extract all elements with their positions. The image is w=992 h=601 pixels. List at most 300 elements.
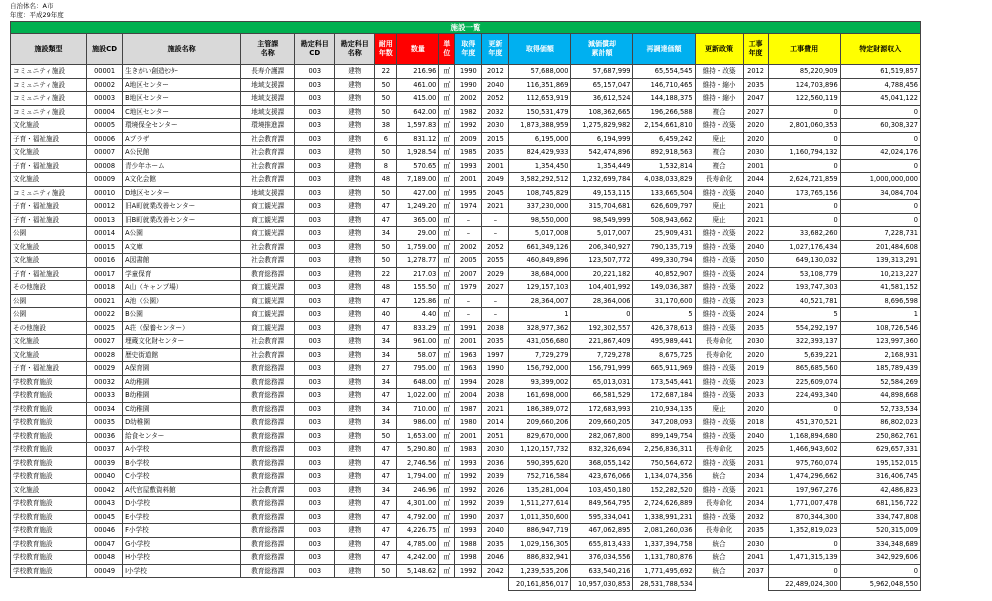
cell-useful-life: 47 [375,213,397,227]
cell-specific-revenue: 52,733,534 [840,402,920,416]
cell-name: A図書館 [123,254,241,268]
cell-account-cd: 003 [295,78,335,92]
cell-type: 学校教育施設 [11,389,87,403]
total-depreciation: 10,957,030,853 [571,578,633,591]
cell-renew-year: 2052 [482,240,509,254]
cell-name: A幼稚園 [123,375,241,389]
cell-depreciation: 832,326,694 [571,443,633,457]
cell-acq-year: 1993 [455,524,482,538]
totals-row [11,578,921,591]
cell-dept: 社会教育課 [241,132,295,146]
cell-specific-revenue: 1,000,000,000 [840,173,920,187]
cell-policy: 廃止 [695,200,743,214]
cell-depreciation: 98,549,999 [571,213,633,227]
cell-policy: 維持・改築 [695,456,743,470]
cell-policy: 維持・縮小 [695,92,743,106]
cell-specific-revenue: 0 [840,564,920,578]
col-header-replacement: 再調達価額 [633,34,695,65]
cell-name: 旧B町就業改善センター [123,213,241,227]
cell-cd: 00007 [87,146,123,160]
cell-quantity: 4,785.00 [397,537,439,551]
cell-renew-year: 1990 [482,362,509,376]
cell-unit: ㎡ [439,254,455,268]
cell-depreciation: 282,067,800 [571,429,633,443]
cell-dept: 商工観光課 [241,213,295,227]
cell-account-cd: 003 [295,92,335,106]
cell-type: 公園 [11,227,87,241]
cell-renew-year: 2049 [482,173,509,187]
cell-unit: ㎡ [439,294,455,308]
cell-specific-revenue: 0 [840,159,920,173]
cell-work-year: 2023 [743,375,768,389]
cell-renew-year: 2027 [482,281,509,295]
cell-dept: 教育総務課 [241,443,295,457]
cell-renew-year: 2038 [482,389,509,403]
cell-renew-year: – [482,294,509,308]
cell-specific-revenue: 0 [840,132,920,146]
cell-depreciation: 633,540,216 [571,564,633,578]
cell-account-cd: 003 [295,119,335,133]
cell-acq-year: 2001 [455,173,482,187]
cell-work-cost: 53,108,779 [768,267,840,281]
cell-dept: 教育総務課 [241,497,295,511]
table-row [11,362,921,376]
cell-specific-revenue: 0 [840,105,920,119]
cell-account-name: 建物 [335,294,375,308]
cell-renew-year: 2035 [482,335,509,349]
cell-quantity: 795.00 [397,362,439,376]
cell-unit: ㎡ [439,213,455,227]
cell-useful-life: 47 [375,551,397,565]
cell-name: A文庫 [123,240,241,254]
cell-type: 学校教育施設 [11,456,87,470]
cell-work-year: 2020 [743,119,768,133]
cell-depreciation: 368,055,142 [571,456,633,470]
cell-work-year: 2022 [743,281,768,295]
cell-unit: ㎡ [439,308,455,322]
table-row [11,510,921,524]
cell-account-name: 建物 [335,375,375,389]
cell-work-cost: 5,639,221 [768,348,840,362]
cell-acq-value: 1,511,277,614 [509,497,571,511]
cell-acq-year: 2009 [455,132,482,146]
cell-acq-value: 886,947,719 [509,524,571,538]
cell-useful-life: 50 [375,564,397,578]
cell-depreciation: 595,334,041 [571,510,633,524]
cell-depreciation: 57,687,999 [571,65,633,79]
col-header-work-cost: 工事費用 [768,34,840,65]
cell-quantity: 1,794.00 [397,470,439,484]
cell-policy: 長寿命化 [695,335,743,349]
cell-unit: ㎡ [439,348,455,362]
cell-account-name: 建物 [335,65,375,79]
cell-specific-revenue: 681,156,722 [840,497,920,511]
cell-work-cost: 225,609,074 [768,375,840,389]
cell-name: 埋蔵文化財センター [123,335,241,349]
cell-name: B幼稚園 [123,389,241,403]
cell-depreciation: 28,364,006 [571,294,633,308]
cell-cd: 00040 [87,470,123,484]
cell-dept: 教育総務課 [241,375,295,389]
cell-quantity: 570.65 [397,159,439,173]
cell-type: 学校教育施設 [11,537,87,551]
cell-policy: 長寿命化 [695,348,743,362]
cell-renew-year: 2040 [482,78,509,92]
cell-acq-value: 337,230,000 [509,200,571,214]
cell-depreciation: 221,867,409 [571,335,633,349]
cell-work-cost: 1,027,176,434 [768,240,840,254]
cell-account-name: 建物 [335,92,375,106]
cell-replacement: 626,609,797 [633,200,695,214]
table-row [11,375,921,389]
cell-acq-value: 5,017,008 [509,227,571,241]
cell-specific-revenue: 44,898,668 [840,389,920,403]
cell-account-name: 建物 [335,335,375,349]
cell-work-year: 2040 [743,429,768,443]
cell-account-name: 建物 [335,443,375,457]
cell-specific-revenue: 185,789,439 [840,362,920,376]
cell-useful-life: 34 [375,483,397,497]
cell-depreciation: 206,340,927 [571,240,633,254]
cell-replacement: 1,771,495,692 [633,564,695,578]
cell-unit: ㎡ [439,65,455,79]
table-body [11,65,921,578]
col-header-type: 施設類型 [11,34,87,65]
cell-acq-year: – [455,308,482,322]
cell-work-cost: 649,130,032 [768,254,840,268]
cell-unit: ㎡ [439,227,455,241]
cell-renew-year: 2029 [482,267,509,281]
cell-acq-value: 112,653,919 [509,92,571,106]
cell-type: 学校教育施設 [11,510,87,524]
cell-account-name: 建物 [335,132,375,146]
cell-unit: ㎡ [439,551,455,565]
cell-specific-revenue: 201,484,608 [840,240,920,254]
cell-useful-life: 34 [375,227,397,241]
totals-spacer-2 [695,578,768,591]
cell-specific-revenue: 8,696,598 [840,294,920,308]
cell-dept: 商工観光課 [241,227,295,241]
cell-policy: 統合 [695,551,743,565]
cell-depreciation: 20,221,182 [571,267,633,281]
cell-work-year: 2030 [743,537,768,551]
cell-specific-revenue: 123,997,360 [840,335,920,349]
cell-useful-life: 50 [375,105,397,119]
cell-name: A地区センター [123,78,241,92]
table-row [11,213,921,227]
cell-name: D幼稚園 [123,416,241,430]
cell-acq-year: 1963 [455,348,482,362]
cell-unit: ㎡ [439,483,455,497]
cell-name: A山（キャンプ場） [123,281,241,295]
col-header-policy: 更新政策 [695,34,743,65]
cell-policy: 維持・改築 [695,254,743,268]
cell-cd: 00022 [87,308,123,322]
cell-account-cd: 003 [295,497,335,511]
cell-account-name: 建物 [335,186,375,200]
cell-name: B地区センター [123,92,241,106]
cell-type: 子育・福祉施設 [11,362,87,376]
cell-name: A池（公園） [123,294,241,308]
cell-replacement: 25,909,431 [633,227,695,241]
cell-acq-value: 829,670,000 [509,429,571,443]
cell-account-name: 建物 [335,78,375,92]
cell-policy: 統合 [695,537,743,551]
cell-specific-revenue: 60,308,327 [840,119,920,133]
cell-cd: 00045 [87,510,123,524]
cell-depreciation: 376,034,556 [571,551,633,565]
cell-replacement: 426,378,613 [633,321,695,335]
cell-renew-year: 2030 [482,119,509,133]
cell-type: 子育・福祉施設 [11,159,87,173]
cell-dept: 地域支援課 [241,92,295,106]
cell-work-cost: 0 [768,537,840,551]
cell-depreciation: 103,450,180 [571,483,633,497]
cell-useful-life: 50 [375,146,397,160]
cell-replacement: 6,459,242 [633,132,695,146]
cell-cd: 00008 [87,159,123,173]
cell-quantity: 1,249.20 [397,200,439,214]
cell-quantity: 217.03 [397,267,439,281]
cell-cd: 00016 [87,254,123,268]
cell-work-year: 2024 [743,308,768,322]
cell-renew-year: 2045 [482,186,509,200]
cell-acq-value: 98,550,000 [509,213,571,227]
table-row [11,483,921,497]
cell-cd: 00009 [87,173,123,187]
cell-work-year: 2035 [743,321,768,335]
cell-specific-revenue: 520,315,009 [840,524,920,538]
cell-useful-life: 27 [375,362,397,376]
cell-dept: 教育総務課 [241,537,295,551]
cell-work-year: 2037 [743,564,768,578]
cell-work-cost: 122,560,119 [768,92,840,106]
cell-name: A代官屋敷資料館 [123,483,241,497]
cell-specific-revenue: 334,747,808 [840,510,920,524]
cell-specific-revenue: 7,228,731 [840,227,920,241]
cell-work-cost: 2,624,721,859 [768,173,840,187]
cell-specific-revenue: 108,726,546 [840,321,920,335]
cell-account-name: 建物 [335,146,375,160]
cell-acq-value: 1,011,350,600 [509,510,571,524]
cell-name: 学童保育 [123,267,241,281]
cell-name: F小学校 [123,524,241,538]
cell-depreciation: 6,194,999 [571,132,633,146]
cell-acq-year: – [455,213,482,227]
cell-useful-life: 34 [375,335,397,349]
table-title: 施設一覧 [11,22,921,34]
cell-replacement: 347,208,093 [633,416,695,430]
cell-account-name: 建物 [335,551,375,565]
cell-work-cost: 0 [768,159,840,173]
cell-cd: 00035 [87,416,123,430]
cell-account-cd: 003 [295,227,335,241]
cell-dept: 商工観光課 [241,281,295,295]
cell-type: 子育・福祉施設 [11,200,87,214]
cell-useful-life: 50 [375,186,397,200]
cell-policy: 統合 [695,564,743,578]
cell-name: B小学校 [123,456,241,470]
cell-quantity: 961.00 [397,335,439,349]
cell-acq-year: – [455,227,482,241]
cell-account-cd: 003 [295,551,335,565]
cell-unit: ㎡ [439,510,455,524]
cell-dept: 商工観光課 [241,308,295,322]
cell-account-name: 建物 [335,227,375,241]
cell-policy: 長寿命化 [695,173,743,187]
cell-acq-year: 1990 [455,510,482,524]
cell-unit: ㎡ [439,146,455,160]
cell-useful-life: 47 [375,510,397,524]
cell-type: 学校教育施設 [11,551,87,565]
cell-cd: 00042 [87,483,123,497]
cell-quantity: 4,242.00 [397,551,439,565]
cell-work-year: 2021 [743,213,768,227]
cell-quantity: 642.00 [397,105,439,119]
table-row [11,92,921,106]
cell-account-cd: 003 [295,281,335,295]
cell-work-cost: 1,352,819,023 [768,524,840,538]
cell-replacement: 146,710,465 [633,78,695,92]
cell-account-name: 建物 [335,416,375,430]
cell-acq-year: 2004 [455,389,482,403]
cell-work-year: 2040 [743,240,768,254]
cell-renew-year: 2021 [482,200,509,214]
cell-specific-revenue: 2,168,931 [840,348,920,362]
cell-acq-value: 3,582,292,512 [509,173,571,187]
cell-account-cd: 003 [295,348,335,362]
table-row [11,146,921,160]
totals-spacer [11,578,509,591]
cell-account-name: 建物 [335,105,375,119]
cell-renew-year: 2021 [482,402,509,416]
cell-name: A荘（保養センター） [123,321,241,335]
table-row [11,402,921,416]
table-row [11,227,921,241]
cell-quantity: 246.96 [397,483,439,497]
cell-acq-year: 2005 [455,254,482,268]
cell-replacement: 4,038,033,829 [633,173,695,187]
cell-unit: ㎡ [439,497,455,511]
cell-account-cd: 003 [295,524,335,538]
cell-account-cd: 003 [295,159,335,173]
cell-acq-year: 1983 [455,443,482,457]
cell-work-year: 2047 [743,92,768,106]
cell-account-cd: 003 [295,146,335,160]
cell-depreciation: 192,302,557 [571,321,633,335]
cell-type: コミュニティ施設 [11,105,87,119]
cell-work-cost: 0 [768,105,840,119]
cell-depreciation: 423,676,066 [571,470,633,484]
cell-account-name: 建物 [335,254,375,268]
cell-work-year: 2034 [743,470,768,484]
cell-policy: 維持・改築 [695,362,743,376]
cell-type: コミュニティ施設 [11,92,87,106]
cell-replacement: 65,554,545 [633,65,695,79]
cell-renew-year: 2037 [482,510,509,524]
cell-useful-life: 48 [375,173,397,187]
cell-replacement: 508,943,662 [633,213,695,227]
table-row [11,267,921,281]
cell-acq-year: 2002 [455,92,482,106]
cell-work-cost: 0 [768,564,840,578]
cell-account-cd: 003 [295,483,335,497]
table-row [11,308,921,322]
cell-specific-revenue: 45,041,122 [840,92,920,106]
cell-unit: ㎡ [439,186,455,200]
cell-replacement: 2,724,626,889 [633,497,695,511]
cell-account-cd: 003 [295,429,335,443]
cell-cd: 00043 [87,497,123,511]
cell-work-cost: 1,466,943,602 [768,443,840,457]
cell-account-cd: 003 [295,200,335,214]
cell-useful-life: 34 [375,348,397,362]
cell-work-year: 2023 [743,294,768,308]
cell-depreciation: 655,813,433 [571,537,633,551]
cell-account-cd: 003 [295,335,335,349]
cell-renew-year: 2035 [482,537,509,551]
cell-depreciation: 36,612,524 [571,92,633,106]
cell-type: 文化施設 [11,335,87,349]
cell-specific-revenue: 316,406,745 [840,470,920,484]
cell-quantity: 5,290.80 [397,443,439,457]
total-acquisition: 20,161,856,017 [509,578,571,591]
cell-cd: 00029 [87,362,123,376]
cell-account-name: 建物 [335,321,375,335]
cell-cd: 00034 [87,402,123,416]
cell-account-name: 建物 [335,537,375,551]
cell-useful-life: 47 [375,470,397,484]
cell-useful-life: 48 [375,281,397,295]
cell-useful-life: 47 [375,497,397,511]
cell-type: 学校教育施設 [11,402,87,416]
cell-cd: 00017 [87,267,123,281]
facility-table [10,21,921,591]
cell-policy: 統合 [695,470,743,484]
cell-unit: ㎡ [439,335,455,349]
cell-work-year: 2024 [743,267,768,281]
cell-account-name: 建物 [335,483,375,497]
cell-acq-year: 1993 [455,159,482,173]
cell-acq-year: 1982 [455,105,482,119]
col-header-cd: 施設CD [87,34,123,65]
cell-type: コミュニティ施設 [11,78,87,92]
cell-account-cd: 003 [295,564,335,578]
cell-type: 子育・福祉施設 [11,267,87,281]
cell-acq-value: 135,281,004 [509,483,571,497]
col-header-account-name: 勘定科目 名称 [335,34,375,65]
cell-policy: 維持・改築 [695,119,743,133]
cell-type: 学校教育施設 [11,564,87,578]
cell-quantity: 986.00 [397,416,439,430]
cell-acq-year: 2007 [455,267,482,281]
cell-dept: 教育総務課 [241,456,295,470]
cell-acq-year: 1988 [455,537,482,551]
cell-useful-life: 34 [375,375,397,389]
cell-renew-year: 2014 [482,416,509,430]
cell-work-cost: 173,765,156 [768,186,840,200]
cell-replacement: 1,532,814 [633,159,695,173]
cell-quantity: 710.00 [397,402,439,416]
municipality-label: 自治体名：A市 [10,2,54,10]
cell-work-year: 2030 [743,146,768,160]
cell-type: 公園 [11,294,87,308]
cell-name: 青少年ホーム [123,159,241,173]
cell-work-cost: 33,682,260 [768,227,840,241]
cell-quantity: 1,759.00 [397,240,439,254]
table-row [11,159,921,173]
cell-useful-life: 50 [375,254,397,268]
